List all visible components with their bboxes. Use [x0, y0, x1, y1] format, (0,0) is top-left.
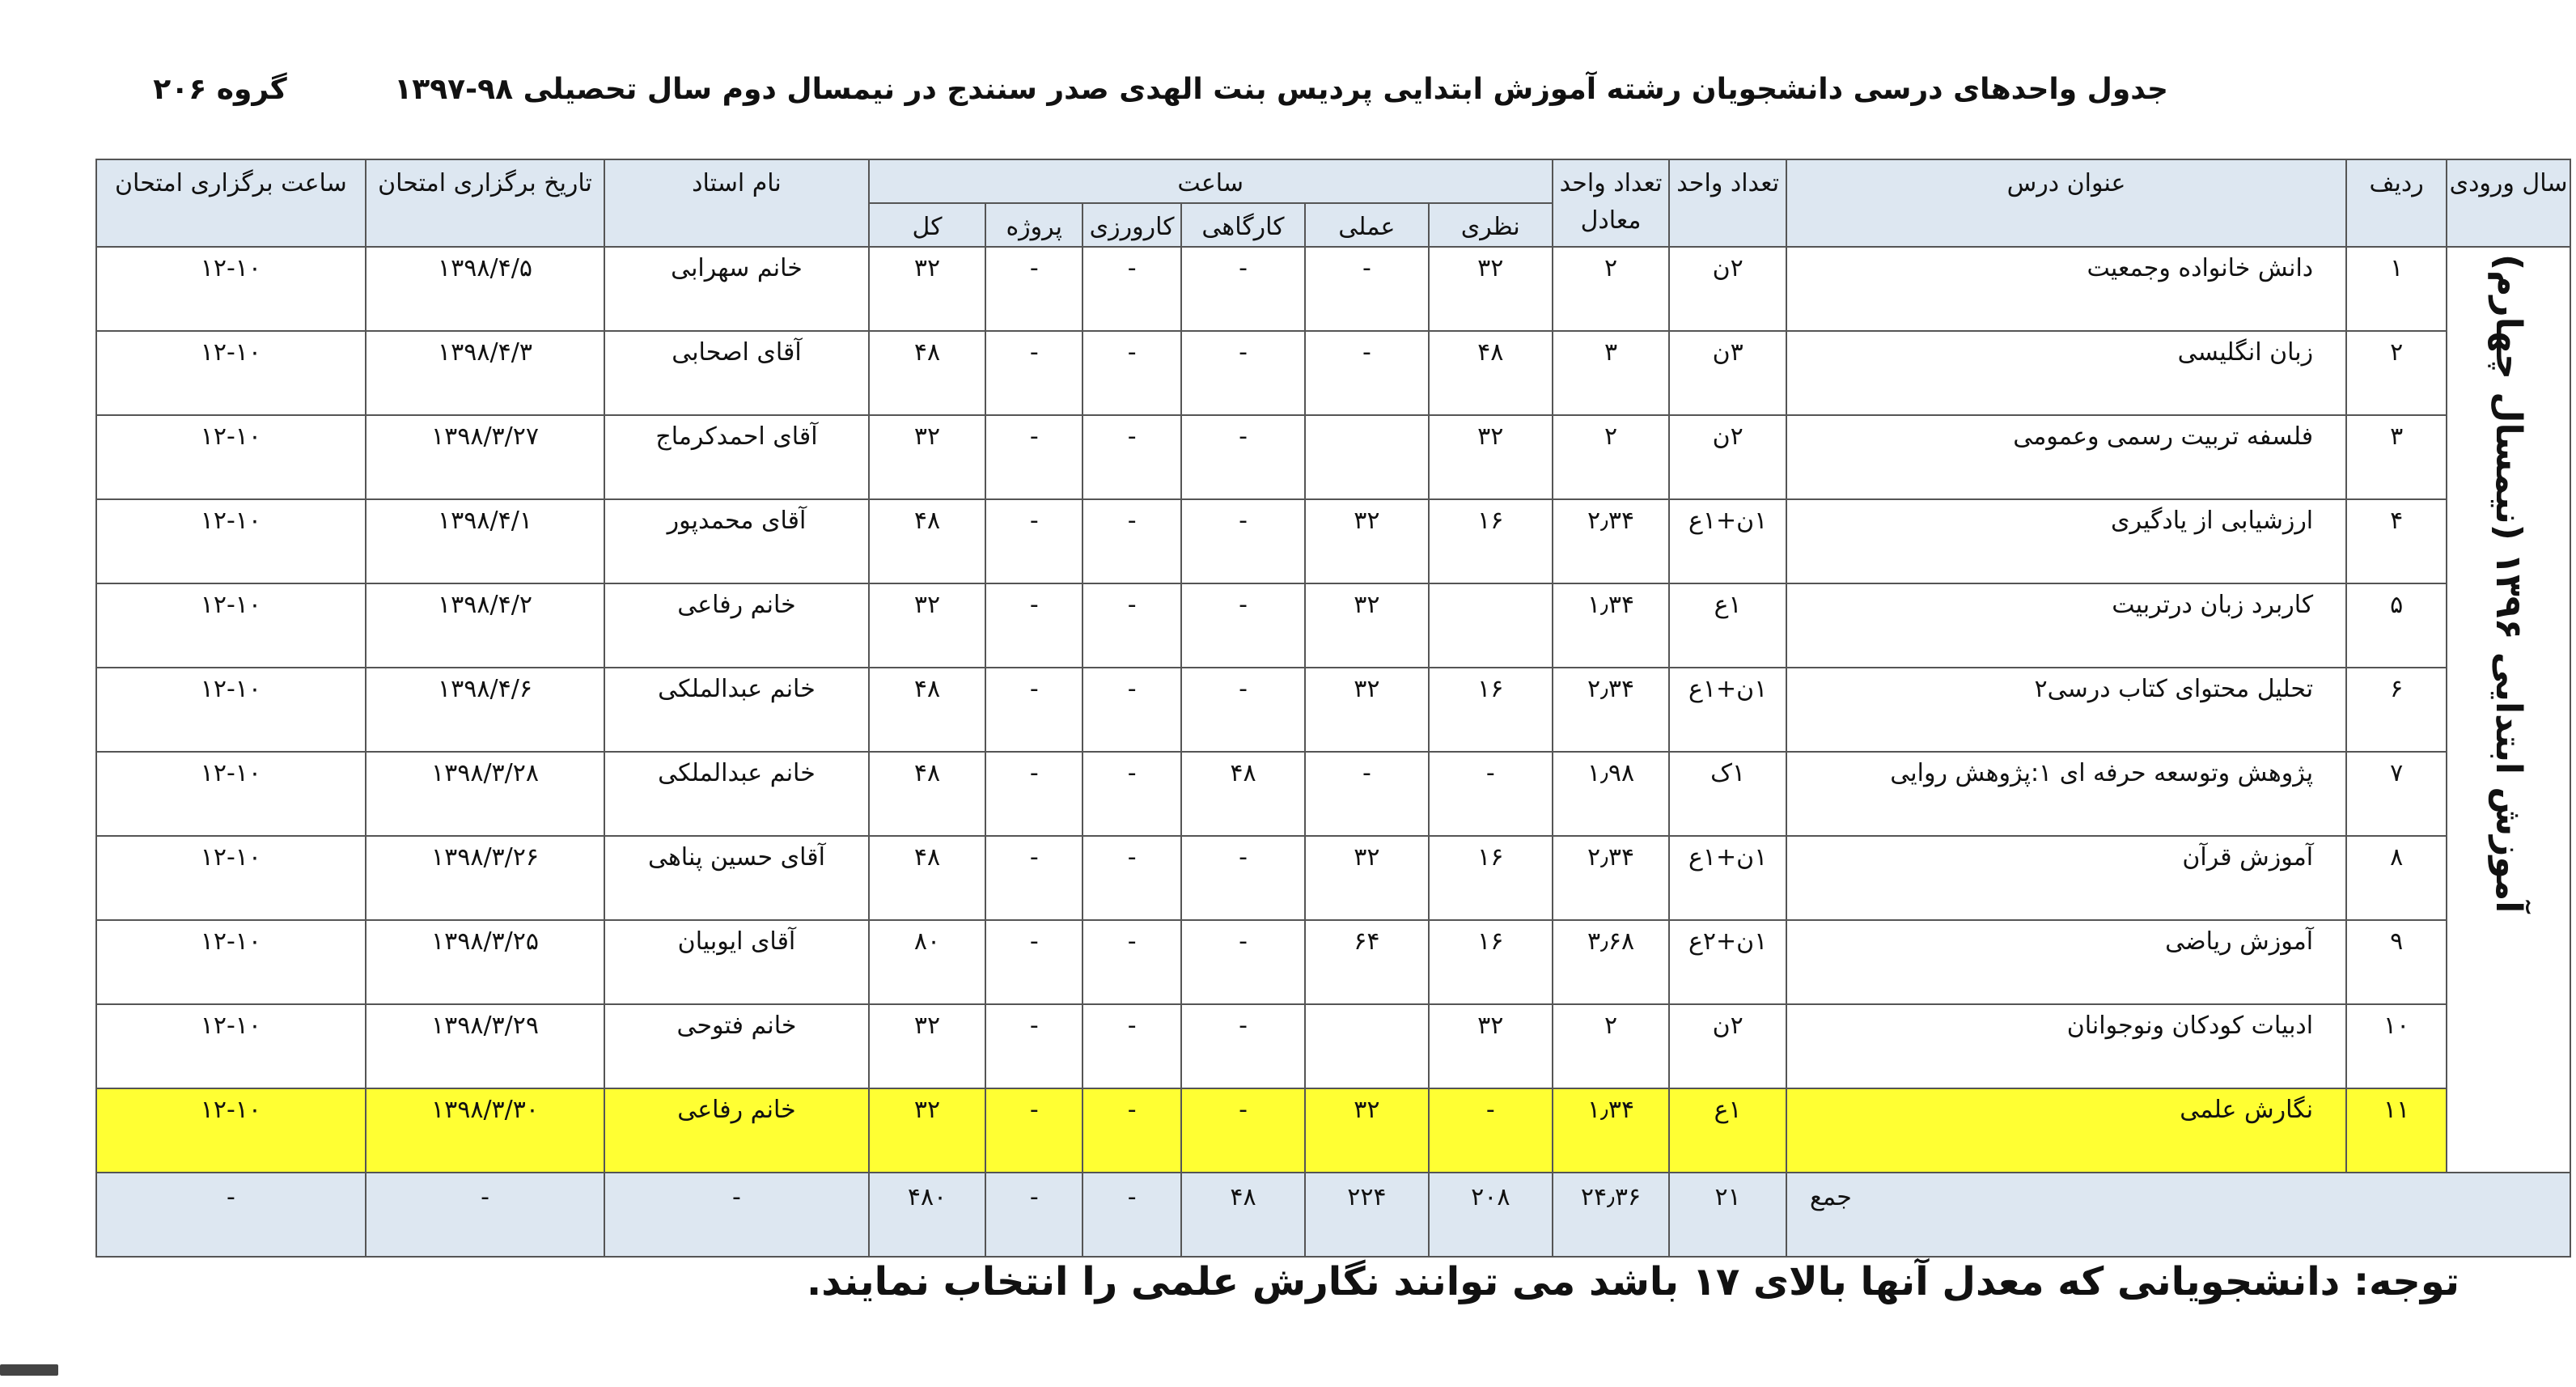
internship-hours: -: [1083, 668, 1181, 752]
total-equiv-units: ۲۴٫۳۶: [1553, 1173, 1670, 1257]
row-number: ۵: [2346, 583, 2447, 668]
practical-hours: ۳۲: [1305, 668, 1429, 752]
watermark-logo: [0, 1364, 58, 1376]
practical-hours: -: [1305, 331, 1429, 415]
table-row: [96, 499, 2570, 583]
course-title: دانش خانواده وجمعیت: [1786, 247, 2346, 331]
equiv-units: ۲: [1553, 247, 1670, 331]
instructor-name: آقای حسین پناهی: [604, 836, 868, 920]
units: ۱ع: [1669, 1088, 1786, 1173]
exam-date: ۱۳۹۸/۳/۲۹: [366, 1004, 604, 1088]
project-hours: -: [985, 1004, 1083, 1088]
exam-date: ۱۳۹۸/۴/۳: [366, 331, 604, 415]
exam-time: ۱۲-۱۰: [96, 1088, 366, 1173]
header-row-no: ردیف: [2346, 159, 2447, 247]
units: ۲ن: [1669, 415, 1786, 499]
exam-date: ۱۳۹۸/۳/۲۷: [366, 415, 604, 499]
exam-date: ۱۳۹۸/۳/۲۸: [366, 752, 604, 836]
header-course-title: عنوان درس: [1786, 159, 2346, 247]
equiv-units: ۱٫۳۴: [1553, 583, 1670, 668]
equiv-units: ۲: [1553, 1004, 1670, 1088]
header-practical: عملی: [1305, 203, 1429, 247]
internship-hours: -: [1083, 1088, 1181, 1173]
course-title: تحلیل محتوای کتاب درسی۲: [1786, 668, 2346, 752]
workshop-hours: -: [1181, 247, 1305, 331]
units: ۱ع: [1669, 583, 1786, 668]
internship-hours: -: [1083, 752, 1181, 836]
total-exam-time: -: [96, 1173, 366, 1257]
equiv-units: ۱٫۳۴: [1553, 1088, 1670, 1173]
theory-hours: [1429, 583, 1553, 668]
instructor-name: خانم رفاعی: [604, 1088, 868, 1173]
theory-hours: ۳۲: [1429, 247, 1553, 331]
internship-hours: -: [1083, 836, 1181, 920]
row-number: ۱۰: [2346, 1004, 2447, 1088]
total-hours: ۸۰: [869, 920, 986, 1004]
exam-time: ۱۲-۱۰: [96, 415, 366, 499]
course-table-body: [96, 247, 2570, 1257]
course-title: ارزشیابی از یادگیری: [1786, 499, 2346, 583]
header-theory: نظری: [1429, 203, 1553, 247]
header-instructor: نام استاد: [604, 159, 868, 247]
units: ۱ک: [1669, 752, 1786, 836]
totals-row: [96, 1173, 2570, 1257]
workshop-hours: -: [1181, 1088, 1305, 1173]
row-number: ۲: [2346, 331, 2447, 415]
theory-hours: ۱۶: [1429, 836, 1553, 920]
equiv-units: ۳٫۶۸: [1553, 920, 1670, 1004]
project-hours: -: [985, 668, 1083, 752]
units: ۱ن+۱ع: [1669, 836, 1786, 920]
workshop-hours: -: [1181, 836, 1305, 920]
practical-hours: ۳۲: [1305, 499, 1429, 583]
project-hours: -: [985, 836, 1083, 920]
exam-time: ۱۲-۱۰: [96, 331, 366, 415]
exam-date: ۱۳۹۸/۴/۱: [366, 499, 604, 583]
header-total: کل: [869, 203, 986, 247]
instructor-name: خانم عبدالملکی: [604, 752, 868, 836]
practical-hours: -: [1305, 752, 1429, 836]
course-title: نگارش علمی: [1786, 1088, 2346, 1173]
total-instructor: -: [604, 1173, 868, 1257]
equiv-units: ۲: [1553, 415, 1670, 499]
units: ۲ن: [1669, 247, 1786, 331]
table-row: [96, 415, 2570, 499]
table-row: [96, 752, 2570, 836]
workshop-hours: -: [1181, 920, 1305, 1004]
instructor-name: آقای ایوبیان: [604, 920, 868, 1004]
table-row: [96, 583, 2570, 668]
theory-hours: ۳۲: [1429, 1004, 1553, 1088]
header-internship: کارورزی: [1083, 203, 1181, 247]
row-number: ۷: [2346, 752, 2447, 836]
group-label: گروه ۲۰۶: [153, 73, 287, 106]
units: ۱ن+۱ع: [1669, 499, 1786, 583]
workshop-hours: ۴۸: [1181, 752, 1305, 836]
table-row: [96, 836, 2570, 920]
exam-time: ۱۲-۱۰: [96, 1004, 366, 1088]
exam-date: ۱۳۹۸/۴/۵: [366, 247, 604, 331]
total-hours: ۴۸: [869, 752, 986, 836]
header-project: پروژه: [985, 203, 1083, 247]
exam-time: ۱۲-۱۰: [96, 752, 366, 836]
row-number: ۴: [2346, 499, 2447, 583]
course-title: آموزش ریاضی: [1786, 920, 2346, 1004]
project-hours: -: [985, 1088, 1083, 1173]
table-title: جدول واحدهای درسی دانشجویان رشته آموزش ابتدایی پردیس بنت الهدی صدر سنندج در نیمسال دوم سال تحصیلی ۹۸-۱۳۹۷: [394, 73, 2168, 106]
total-units: ۲۱: [1669, 1173, 1786, 1257]
equiv-units: ۳: [1553, 331, 1670, 415]
theory-hours: ۴۸: [1429, 331, 1553, 415]
header-exam-date: تاریخ برگزاری امتحان: [366, 159, 604, 247]
project-hours: -: [985, 415, 1083, 499]
header-hours: ساعت: [869, 159, 1553, 203]
note-text: توجه: دانشجویانی که معدل آنها بالای ۱۷ باشد می توانند نگارش علمی را انتخاب نمایند.: [807, 1259, 2459, 1304]
internship-hours: -: [1083, 415, 1181, 499]
internship-hours: -: [1083, 920, 1181, 1004]
theory-hours: ۱۶: [1429, 499, 1553, 583]
totals-label: جمع: [1786, 1173, 2570, 1257]
workshop-hours: -: [1181, 331, 1305, 415]
workshop-hours: -: [1181, 1004, 1305, 1088]
units: ۳ن: [1669, 331, 1786, 415]
project-hours: -: [985, 247, 1083, 331]
total-practical: ۲۲۴: [1305, 1173, 1429, 1257]
exam-time: ۱۲-۱۰: [96, 920, 366, 1004]
workshop-hours: -: [1181, 415, 1305, 499]
practical-hours: ۳۲: [1305, 583, 1429, 668]
total-hours: ۳۲: [869, 415, 986, 499]
total-project: -: [985, 1173, 1083, 1257]
exam-time: ۱۲-۱۰: [96, 836, 366, 920]
total-internship: -: [1083, 1173, 1181, 1257]
table-row: [96, 1004, 2570, 1088]
exam-date: ۱۳۹۸/۳/۲۵: [366, 920, 604, 1004]
course-title: پژوهش وتوسعه حرفه ای ۱:پژوهش روایی: [1786, 752, 2346, 836]
equiv-units: ۲٫۳۴: [1553, 668, 1670, 752]
course-title: کاربرد زبان درتربیت: [1786, 583, 2346, 668]
total-hours: ۳۲: [869, 1004, 986, 1088]
row-number: ۱: [2346, 247, 2447, 331]
instructor-name: خانم رفاعی: [604, 583, 868, 668]
total-hours: ۳۲: [869, 247, 986, 331]
workshop-hours: -: [1181, 499, 1305, 583]
total-hours: ۴۸: [869, 499, 986, 583]
theory-hours: ۱۶: [1429, 668, 1553, 752]
course-table: [95, 159, 2571, 1258]
header-entry-year: سال ورودی: [2447, 159, 2570, 247]
internship-hours: -: [1083, 499, 1181, 583]
equiv-units: ۲٫۳۴: [1553, 836, 1670, 920]
table-row: [96, 920, 2570, 1004]
instructor-name: آقای احمدکرماج: [604, 415, 868, 499]
exam-time: ۱۲-۱۰: [96, 247, 366, 331]
header-equiv-units: تعداد واحد معادل: [1553, 159, 1670, 247]
project-hours: -: [985, 920, 1083, 1004]
internship-hours: -: [1083, 247, 1181, 331]
header-exam-time: ساعت برگزاری امتحان: [96, 159, 366, 247]
total-hours: ۴۸۰: [869, 1173, 986, 1257]
total-theory: ۲۰۸: [1429, 1173, 1553, 1257]
total-hours: ۳۲: [869, 1088, 986, 1173]
internship-hours: -: [1083, 1004, 1181, 1088]
instructor-name: خانم سهرابی: [604, 247, 868, 331]
total-hours: ۴۸: [869, 836, 986, 920]
instructor-name: آقای اصحابی: [604, 331, 868, 415]
course-title: آموزش قرآن: [1786, 836, 2346, 920]
total-hours: ۴۸: [869, 668, 986, 752]
project-hours: -: [985, 331, 1083, 415]
units: ۱ن+۲ع: [1669, 920, 1786, 1004]
header-workshop: کارگاهی: [1181, 203, 1305, 247]
exam-time: ۱۲-۱۰: [96, 583, 366, 668]
row-number: ۳: [2346, 415, 2447, 499]
exam-date: ۱۳۹۸/۳/۳۰: [366, 1088, 604, 1173]
course-title: زبان انگلیسی: [1786, 331, 2346, 415]
course-title: فلسفه تربیت رسمی وعمومی: [1786, 415, 2346, 499]
instructor-name: خانم عبدالملکی: [604, 668, 868, 752]
project-hours: -: [985, 752, 1083, 836]
workshop-hours: -: [1181, 668, 1305, 752]
entry-year-cell: [2447, 247, 2570, 1173]
row-number: ۱۱: [2346, 1088, 2447, 1173]
practical-hours: ۶۴: [1305, 920, 1429, 1004]
instructor-name: خانم فتوحی: [604, 1004, 868, 1088]
table-row: [96, 668, 2570, 752]
units: ۲ن: [1669, 1004, 1786, 1088]
row-number: ۸: [2346, 836, 2447, 920]
equiv-units: ۲٫۳۴: [1553, 499, 1670, 583]
project-hours: -: [985, 583, 1083, 668]
total-exam-date: -: [366, 1173, 604, 1257]
total-workshop: ۴۸: [1181, 1173, 1305, 1257]
internship-hours: -: [1083, 583, 1181, 668]
internship-hours: -: [1083, 331, 1181, 415]
table-row-highlighted: [96, 1088, 2570, 1173]
page-title: [0, 73, 2168, 121]
total-hours: ۳۲: [869, 583, 986, 668]
theory-hours: ۱۶: [1429, 920, 1553, 1004]
instructor-name: آقای محمدپور: [604, 499, 868, 583]
equiv-units: ۱٫۹۸: [1553, 752, 1670, 836]
exam-date: ۱۳۹۸/۴/۶: [366, 668, 604, 752]
row-number: ۹: [2346, 920, 2447, 1004]
exam-time: ۱۲-۱۰: [96, 499, 366, 583]
theory-hours: -: [1429, 1088, 1553, 1173]
entry-year-label: آموزش ابتدایی ۱۳۹۶ (نیمسال چهارم): [2488, 254, 2530, 914]
theory-hours: -: [1429, 752, 1553, 836]
exam-date: ۱۳۹۸/۳/۲۶: [366, 836, 604, 920]
header-units: تعداد واحد: [1669, 159, 1786, 247]
row-number: ۶: [2346, 668, 2447, 752]
practical-hours: [1305, 415, 1429, 499]
total-hours: ۴۸: [869, 331, 986, 415]
table-row: [96, 331, 2570, 415]
course-title: ادبیات کودکان ونوجوانان: [1786, 1004, 2346, 1088]
exam-time: ۱۲-۱۰: [96, 668, 366, 752]
practical-hours: -: [1305, 247, 1429, 331]
project-hours: -: [985, 499, 1083, 583]
theory-hours: ۳۲: [1429, 415, 1553, 499]
exam-date: ۱۳۹۸/۴/۲: [366, 583, 604, 668]
practical-hours: ۳۲: [1305, 836, 1429, 920]
workshop-hours: -: [1181, 583, 1305, 668]
units: ۱ن+۱ع: [1669, 668, 1786, 752]
practical-hours: [1305, 1004, 1429, 1088]
table-row: [96, 247, 2570, 331]
practical-hours: ۳۲: [1305, 1088, 1429, 1173]
